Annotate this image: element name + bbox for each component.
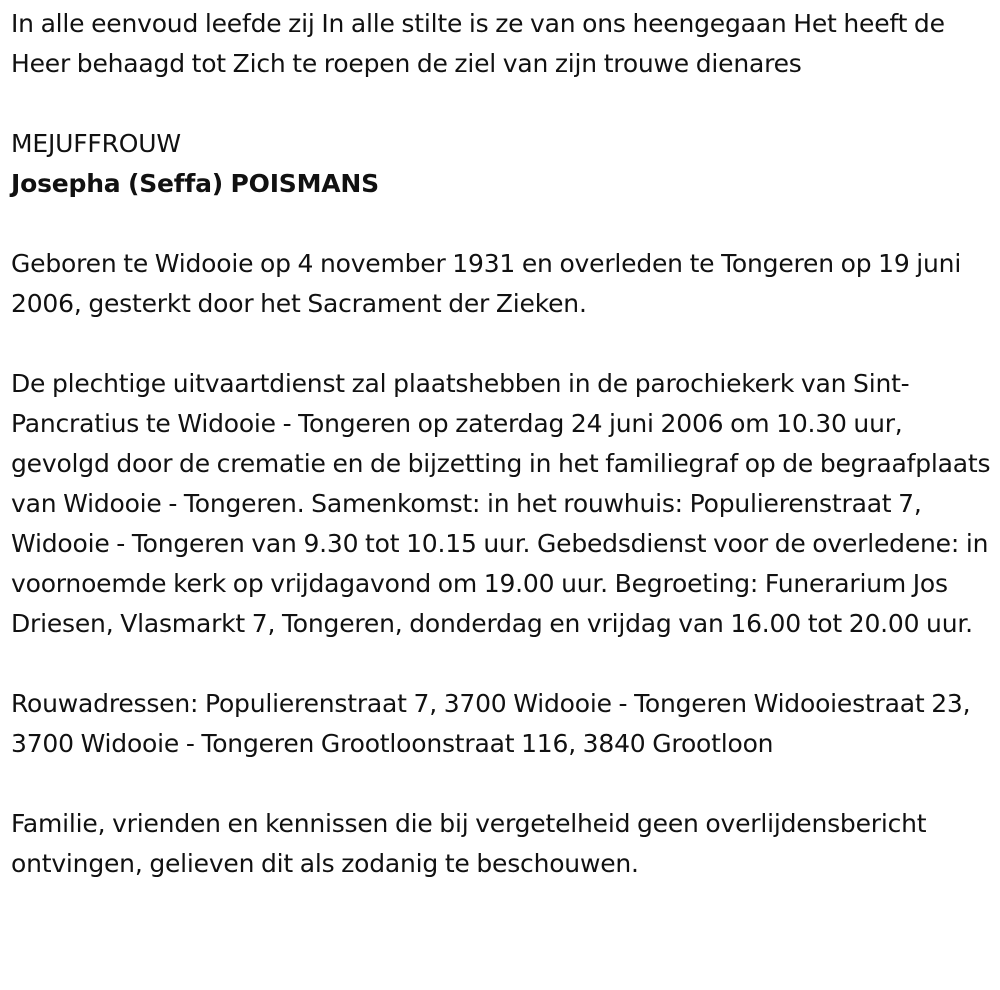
- spacer: [11, 204, 996, 244]
- spacer: [11, 644, 996, 684]
- spacer: [11, 324, 996, 364]
- spacer: [11, 84, 996, 124]
- closing-text: Familie, vrienden en kennissen die bij vergetelheid geen overlijdensbericht ontvingen, gelieven dit als zodanig te beschouwen.: [11, 809, 927, 878]
- mourning-addresses: Rouwadressen: Populierenstraat 7, 3700 Widooie - Tongeren Widooiestraat 23, 3700 Widooie - Tongeren Grootloonstraat 116, 3840 Grootloon: [11, 689, 971, 758]
- obituary-notice: [11, 4, 996, 884]
- spacer: [11, 764, 996, 804]
- funeral-details: De plechtige uitvaartdienst zal plaatshebben in de parochiekerk van Sint-Pancratius te Widooie - Tongeren op zaterdag 24 juni 2006 om 10.30 uur, gevolgd door de crematie en de bijzetting in het familiegraf op de begraafplaats van Widooie - Tongeren. Samenkomst: in het rouwhuis: Populierenstraat 7, Widooie - Tongeren van 9.30 tot 10.15 uur. Gebedsdienst voor de overledene: in voornoemde kerk op vrijdagavond om 19.00 uur. Begroeting: Funerarium Jos Driesen, Vlasmarkt 7, Tongeren, donderdag en vrijdag van 16.00 tot 20.00 uur.: [11, 369, 991, 638]
- deceased-name: Josepha (Seffa) POISMANS: [11, 169, 379, 198]
- intro-text: In alle eenvoud leefde zij In alle stilte is ze van ons heengegaan Het heeft de Heer behaagd tot Zich te roepen de ziel van zijn trouwe dienares: [11, 9, 945, 78]
- honorific-title: MEJUFFROUW: [11, 129, 181, 158]
- birth-death-text: Geboren te Widooie op 4 november 1931 en overleden te Tongeren op 19 juni 2006, gesterkt door het Sacrament der Zieken.: [11, 249, 962, 318]
